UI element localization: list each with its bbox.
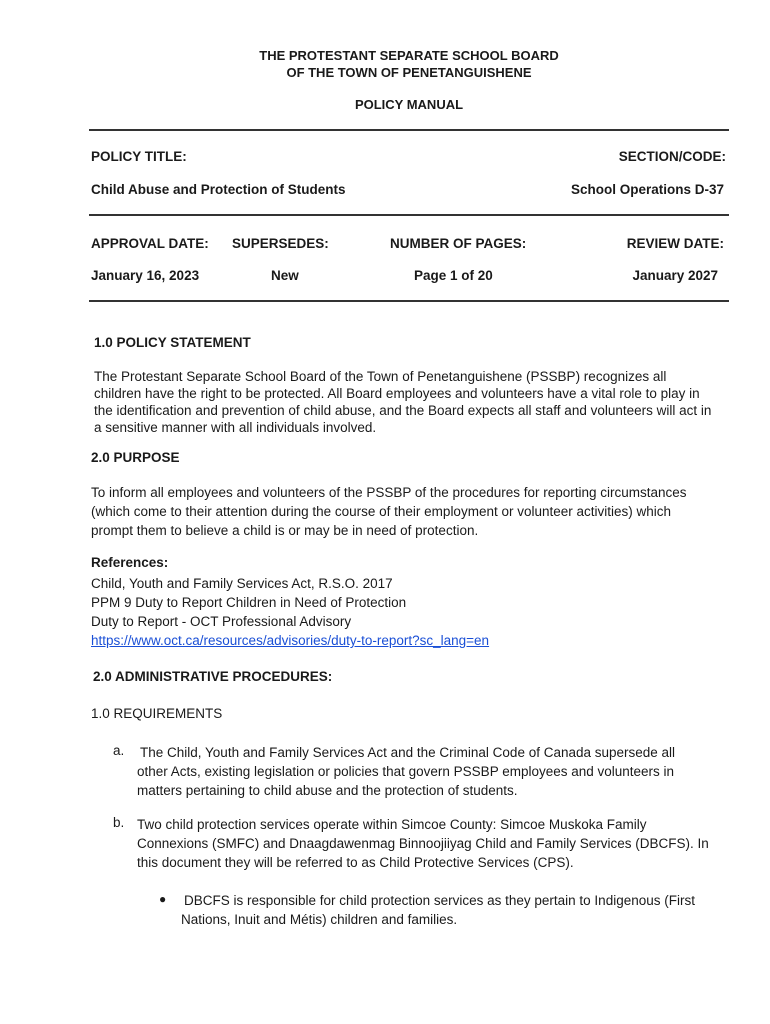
policy-title: Child Abuse and Protection of Students <box>91 182 346 197</box>
item-a-marker: a. <box>113 743 125 758</box>
policy-statement-text <box>94 368 744 436</box>
purpose-line: (which come to their attention during the course of their employment or volunteer activities) which <box>91 504 672 519</box>
approval-date: January 16, 2023 <box>91 268 200 283</box>
divider-middle <box>89 214 729 216</box>
item-a-line: matters pertaining to child abuse and the protection of students. <box>137 783 518 798</box>
approval-date-label: APPROVAL DATE: <box>91 236 209 251</box>
item-b-text <box>137 815 770 872</box>
policy-statement-line: a sensitive manner with all individuals involved. <box>94 420 377 435</box>
divider-top <box>89 129 729 131</box>
review-date: January 2027 <box>632 268 718 283</box>
purpose-line: To inform all employees and volunteers of the PSSBP of the procedures for reporting circumstances <box>91 485 687 500</box>
item-b-line: Connexions (SMFC) and Dnaagdawenmag Binnoojiiyag Child and Family Services (DBCFS). In <box>137 836 709 851</box>
review-date-label: REVIEW DATE: <box>626 236 724 251</box>
reference-item: Duty to Report - OCT Professional Advisory <box>91 614 352 629</box>
purpose-text <box>91 483 741 540</box>
number-of-pages: Page 1 of 20 <box>414 268 493 283</box>
supersedes-value: New <box>271 268 299 283</box>
item-b-line: Two child protection services operate within Simcoe County: Simcoe Muskoka Family <box>137 817 647 832</box>
requirements-subheading: 1.0 REQUIREMENTS <box>91 706 223 721</box>
policy-statement-line: The Protestant Separate School Board of the Town of Penetanguishene (PSSBP) recognizes all <box>94 369 667 384</box>
item-a-line: The Child, Youth and Family Services Act and the Criminal Code of Canada supersede all <box>140 745 676 760</box>
bullet-dot-icon: ● <box>159 892 167 906</box>
policy-statement-heading: 1.0 POLICY STATEMENT <box>94 335 251 350</box>
supersedes-label: SUPERSEDES: <box>232 236 329 251</box>
purpose-heading: 2.0 PURPOSE <box>91 450 180 465</box>
admin-procedures-heading: 2.0 ADMINISTRATIVE PROCEDURES: <box>93 669 333 684</box>
policy-title-label: POLICY TITLE: <box>91 149 187 164</box>
bullet-text <box>181 891 770 929</box>
section-code: School Operations D-37 <box>570 182 724 197</box>
references-list <box>91 574 741 650</box>
reference-item: PPM 9 Duty to Report Children in Need of Protection <box>91 595 407 610</box>
item-a-text <box>137 743 770 800</box>
references-heading: References: <box>91 555 169 570</box>
item-a-line: other Acts, existing legislation or policies that govern PSSBP employees and volunteers in <box>137 764 675 779</box>
section-code-label: SECTION/CODE: <box>618 149 726 164</box>
bullet-line: DBCFS is responsible for child protection services as they pertain to Indigenous (First <box>184 893 695 908</box>
bullet-line: Nations, Inuit and Métis) children and families. <box>181 912 458 927</box>
item-b-marker: b. <box>113 815 125 830</box>
divider-bottom <box>89 300 729 302</box>
purpose-line: prompt them to believe a child is or may be in need of protection. <box>91 523 479 538</box>
reference-link[interactable]: https://www.oct.ca/resources/advisories/duty-to-report?sc_lang=en <box>91 633 490 648</box>
reference-item: Child, Youth and Family Services Act, R.S.O. 2017 <box>91 576 393 591</box>
manual-title: POLICY MANUAL <box>354 97 464 112</box>
number-of-pages-label: NUMBER OF PAGES: <box>390 236 527 251</box>
policy-statement-line: the identification and prevention of child abuse, and the Board expects all staff and volunteers will act in <box>94 403 712 418</box>
org-name-line1: THE PROTESTANT SEPARATE SCHOOL BOARD <box>259 48 559 63</box>
policy-statement-line: children have the right to be protected. All Board employees and volunteers have a vital role to play in <box>94 386 700 401</box>
org-name-line2: OF THE TOWN OF PENETANGUISHENE <box>286 65 532 80</box>
item-b-line: this document they will be referred to as Child Protective Services (CPS). <box>137 855 574 870</box>
